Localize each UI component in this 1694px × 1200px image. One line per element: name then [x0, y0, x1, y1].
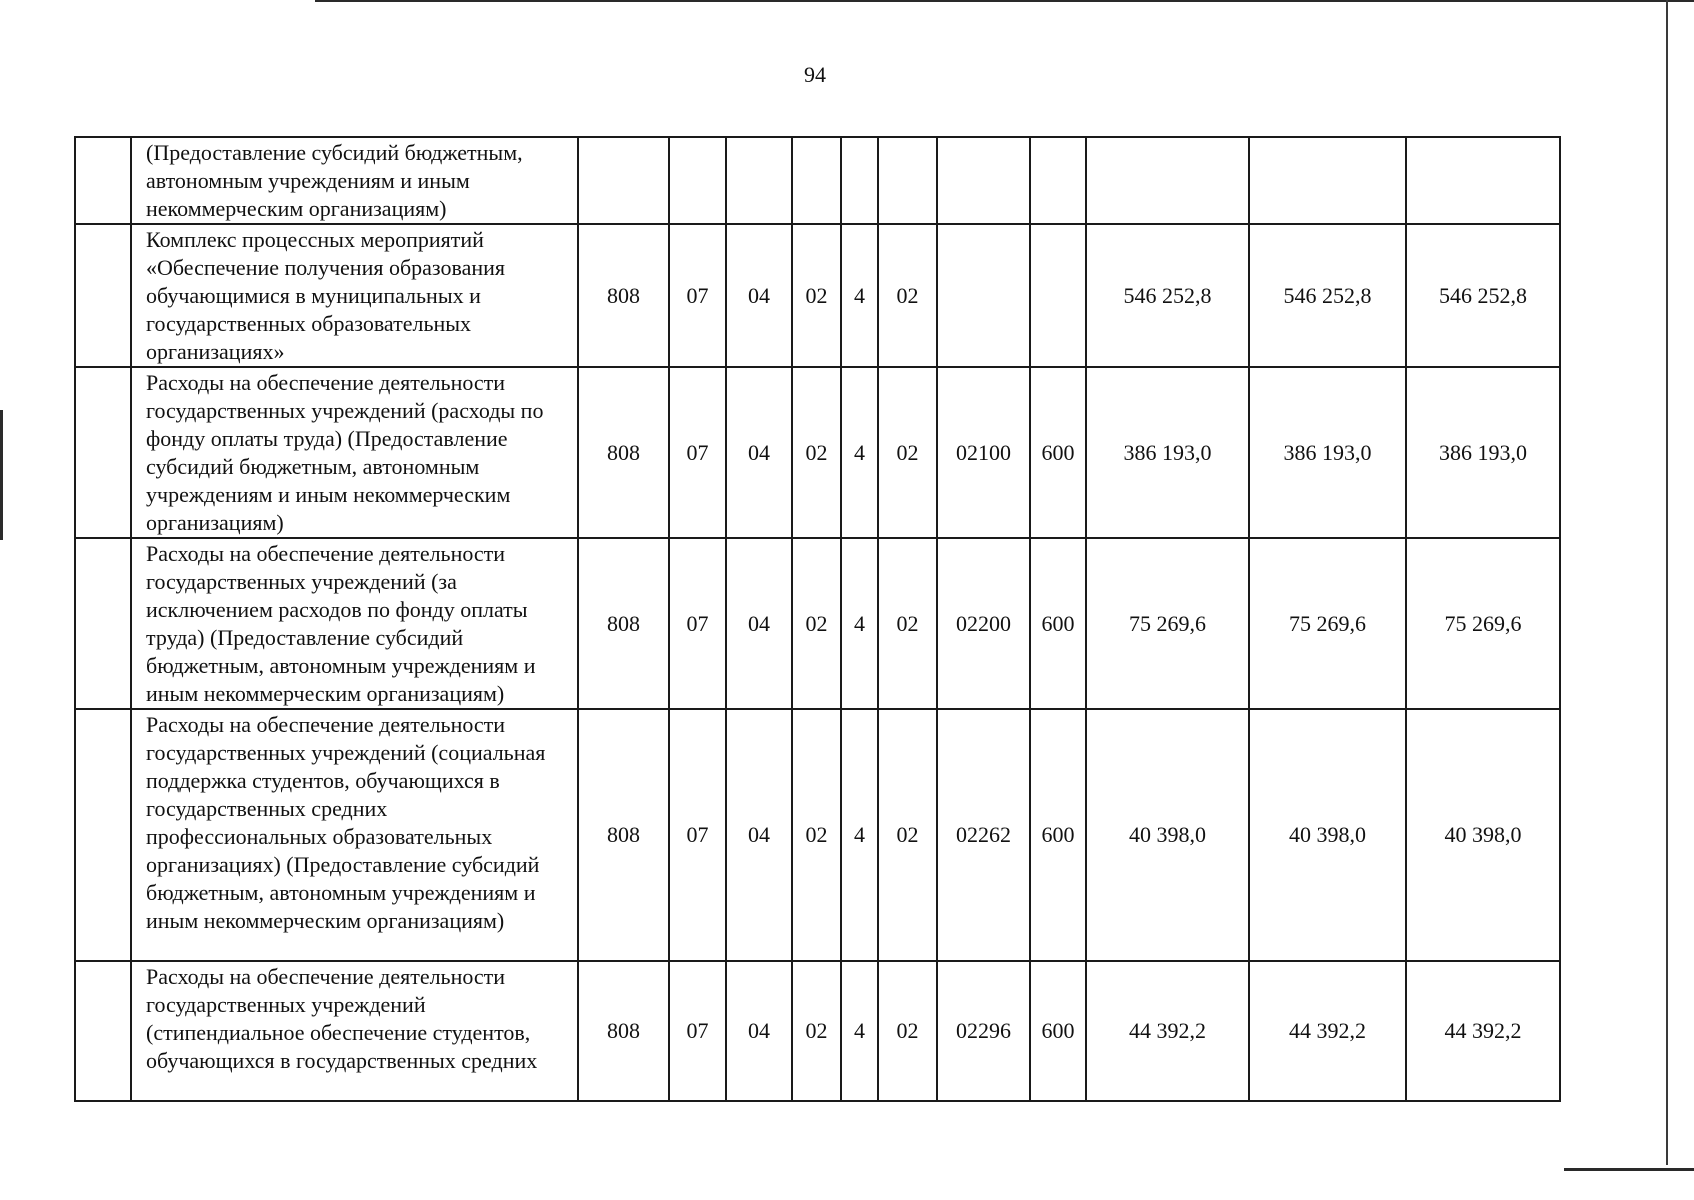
amount-cell: 40 398,0	[1406, 709, 1560, 961]
code-cell: 04	[726, 224, 792, 367]
code-cell: 02	[878, 224, 937, 367]
code-cell	[841, 137, 878, 224]
row-name: Расходы на обеспечение деятельности государственных учреждений (социальная поддержка студентов, обучающихся в государственных средних профессиональных образовательных организациях) (Предоставление субсидий бюджетным, автономным учреждениям и иным некоммерческим организациям)	[131, 709, 578, 961]
page-number: 94	[804, 62, 826, 87]
code-cell: 02	[878, 961, 937, 1101]
code-cell: 600	[1030, 961, 1086, 1101]
amount-cell: 44 392,2	[1249, 961, 1406, 1101]
amount-cell: 386 193,0	[1249, 367, 1406, 538]
row-name: Комплекс процессных мероприятий «Обеспечение получения образования обучающимися в муниципальных и государственных образовательных организациях»	[131, 224, 578, 367]
amount-cell: 44 392,2	[1086, 961, 1249, 1101]
amount-cell: 546 252,8	[1406, 224, 1560, 367]
table-row	[75, 709, 1560, 961]
code-cell: 808	[578, 538, 669, 709]
row-name: (Предоставление субсидий бюджетным, автономным учреждениям и иным некоммерческим организациям)	[131, 137, 578, 224]
amount-cell: 386 193,0	[1086, 367, 1249, 538]
code-cell: 02	[792, 961, 841, 1101]
amount-cell: 386 193,0	[1406, 367, 1560, 538]
code-cell: 4	[841, 961, 878, 1101]
code-cell	[669, 137, 726, 224]
code-cell: 4	[841, 367, 878, 538]
code-cell	[878, 137, 937, 224]
row-name: Расходы на обеспечение деятельности государственных учреждений (за исключением расходов по фонду оплаты труда) (Предоставление субсидий бюджетным, автономным учреждениям и иным некоммерческим организациям)	[131, 538, 578, 709]
code-cell: 07	[669, 961, 726, 1101]
table-row	[75, 367, 1560, 538]
table-row	[75, 538, 1560, 709]
code-cell: 600	[1030, 367, 1086, 538]
code-cell: 808	[578, 709, 669, 961]
code-cell: 02200	[937, 538, 1030, 709]
code-cell: 808	[578, 367, 669, 538]
code-cell: 04	[726, 709, 792, 961]
code-cell: 02	[878, 538, 937, 709]
row-name: Расходы на обеспечение деятельности государственных учреждений (расходы по фонду оплаты труда) (Предоставление субсидий бюджетным, автономным учреждениям и иным некоммерческим организациям)	[131, 367, 578, 538]
code-cell: 02	[792, 224, 841, 367]
row-number-cell	[75, 137, 131, 224]
scan-left-mark	[0, 410, 3, 540]
code-cell: 07	[669, 224, 726, 367]
scan-right-border	[1666, 0, 1668, 1165]
scan-top-border	[315, 0, 1694, 2]
code-cell: 02100	[937, 367, 1030, 538]
amount-cell: 44 392,2	[1406, 961, 1560, 1101]
code-cell: 808	[578, 224, 669, 367]
amount-cell: 75 269,6	[1406, 538, 1560, 709]
row-number-cell	[75, 224, 131, 367]
code-cell	[578, 137, 669, 224]
code-cell: 02262	[937, 709, 1030, 961]
amount-cell	[1086, 137, 1249, 224]
code-cell: 02296	[937, 961, 1030, 1101]
row-number-cell	[75, 367, 131, 538]
code-cell	[1030, 224, 1086, 367]
row-number-cell	[75, 538, 131, 709]
amount-cell: 40 398,0	[1249, 709, 1406, 961]
budget-table	[74, 136, 1561, 1102]
code-cell: 04	[726, 961, 792, 1101]
table-row	[75, 961, 1560, 1101]
amount-cell: 75 269,6	[1249, 538, 1406, 709]
row-number-cell	[75, 709, 131, 961]
amount-cell: 40 398,0	[1086, 709, 1249, 961]
amount-cell: 546 252,8	[1086, 224, 1249, 367]
code-cell: 4	[841, 709, 878, 961]
code-cell: 600	[1030, 709, 1086, 961]
code-cell: 808	[578, 961, 669, 1101]
code-cell: 600	[1030, 538, 1086, 709]
row-name: Расходы на обеспечение деятельности государственных учреждений (стипендиальное обеспечение студентов, обучающихся в государственных средних	[131, 961, 578, 1101]
amount-cell: 75 269,6	[1086, 538, 1249, 709]
code-cell	[726, 137, 792, 224]
table-row	[75, 137, 1560, 224]
row-number-cell	[75, 961, 131, 1101]
code-cell: 02	[792, 709, 841, 961]
amount-cell	[1406, 137, 1560, 224]
code-cell: 04	[726, 367, 792, 538]
code-cell: 07	[669, 538, 726, 709]
code-cell: 04	[726, 538, 792, 709]
code-cell: 07	[669, 367, 726, 538]
code-cell	[792, 137, 841, 224]
amount-cell: 546 252,8	[1249, 224, 1406, 367]
code-cell: 02	[878, 367, 937, 538]
code-cell: 02	[792, 538, 841, 709]
code-cell	[937, 224, 1030, 367]
code-cell	[937, 137, 1030, 224]
code-cell: 4	[841, 538, 878, 709]
code-cell: 02	[878, 709, 937, 961]
amount-cell	[1249, 137, 1406, 224]
code-cell: 07	[669, 709, 726, 961]
scan-bottom-mark	[1564, 1168, 1694, 1171]
code-cell: 4	[841, 224, 878, 367]
table-row	[75, 224, 1560, 367]
code-cell	[1030, 137, 1086, 224]
code-cell: 02	[792, 367, 841, 538]
